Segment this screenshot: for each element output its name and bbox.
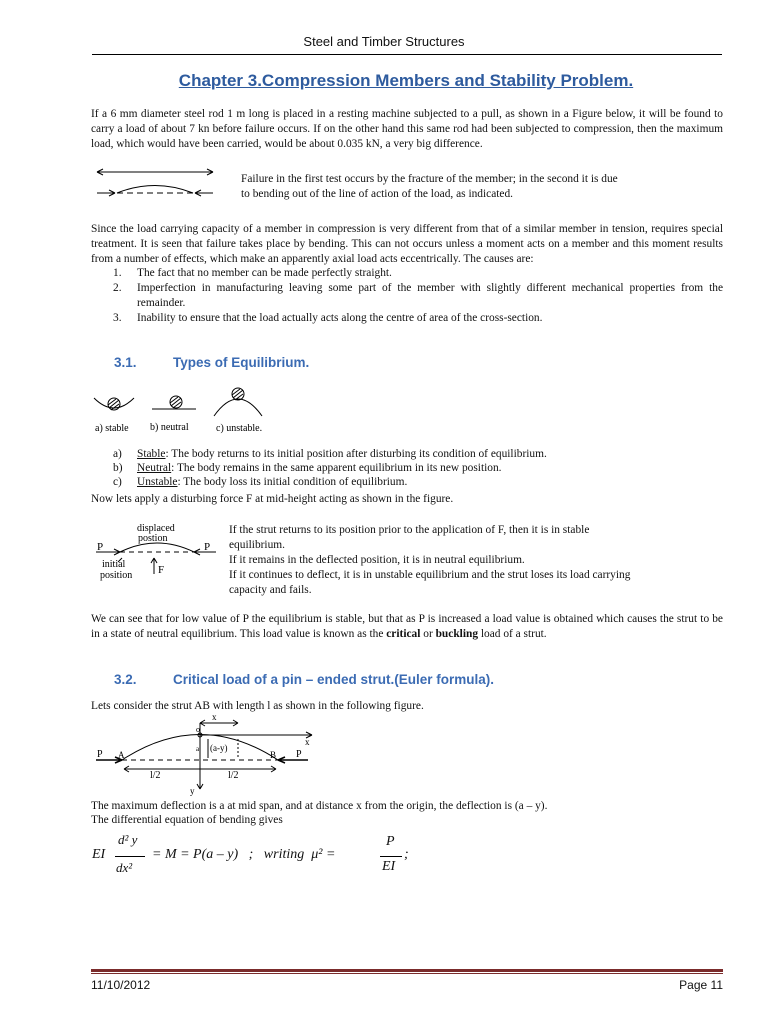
label-p-left: P — [97, 541, 104, 553]
header-rule — [92, 54, 722, 55]
fig-label-neutral: b) neutral — [150, 422, 189, 433]
label-A: A — [118, 750, 125, 760]
rod-failure-figure — [95, 164, 220, 204]
label-p-right: P — [204, 541, 211, 553]
chapter-title: Chapter 3.Compression Members and Stability Problem. — [178, 71, 634, 90]
label-x-axis: x — [305, 737, 310, 747]
footer-page-number: Page 11 — [679, 978, 723, 992]
euler-strut-figure — [92, 711, 322, 797]
deflection-line: The maximum deflection is a at mid span, and at distance x from the origin, the deflection is (a – y). — [91, 800, 548, 812]
strut-notes: If the strut returns to its position prior to the application of F, then it is in stable equilibrium. If it remains in the deflected position, it is in neutral equilibrium. If it continues to deflect, it is in unstable equilibrium and the strut loses its load carrying capacity and fails. — [229, 524, 631, 596]
disturb-paragraph: Now lets apply a disturbing force F at mid-height acting as shown in the figure. — [91, 493, 454, 505]
label-p-left: P — [97, 749, 103, 760]
label-y: y — [190, 786, 195, 796]
label-a: a — [196, 745, 200, 753]
running-header: Steel and Timber Structures — [303, 34, 465, 49]
bending-equation: EI d² y dx² = M = P(a – y) ; writing μ² = P EI ; — [92, 832, 409, 875]
label-position-initial: position — [100, 570, 133, 581]
fig-label-stable: a) stable — [95, 423, 129, 434]
intro-paragraph: If a 6 mm diameter steel rod 1 m long is placed in a resting machine subjected to a pull, as shown in a Figure below, it will be found to carry a load of about 7 kn before failure occurs. If on the other hand this same rod had been subjected to compression, then the maximum load, which would have been carried, would be about 0.035 kN, a very big difference. — [91, 108, 723, 150]
strut-disturbance-figure — [92, 518, 222, 584]
label-B: B — [270, 750, 277, 760]
compression-paragraph: Since the load carrying capacity of a member in compression is very different from that of a similar member in tension, requires special treatment. It is seen that failure takes place by bending. This can not occurs unless a moment acts on a member and this moment results from a number of effects, which make an apparently axial load acts eccentrically. The causes are: — [91, 223, 723, 265]
label-origin: o — [196, 725, 200, 734]
euler-intro: Lets consider the strut AB with length l as shown in the following figure. — [91, 700, 424, 712]
label-displaced: displaced — [137, 523, 175, 534]
label-a-minus-y: (a-y) — [210, 743, 228, 753]
label-l2-left: l/2 — [150, 770, 161, 781]
label-f: F — [158, 564, 165, 576]
critical-paragraph: We can see that for low value of P the equilibrium is stable, but that as P is increased a load value is obtained which causes the strut to be in a state of neutral equilibrium. This load value is known as the critical or buckling load of a strut. — [91, 613, 723, 640]
label-x-top: x — [212, 712, 217, 722]
diff-eq-line: The differential equation of bending gives — [91, 814, 283, 826]
footer-date: 11/10/2012 — [91, 978, 151, 992]
label-l2-right: l/2 — [228, 770, 239, 781]
equilibrium-figure — [92, 384, 282, 436]
label-p-right: P — [296, 749, 302, 760]
footer-rule — [91, 969, 723, 972]
failure-note: Failure in the first test occurs by the fracture of the member; in the second it is due to bending out of the line of action of the load, as indicated. — [241, 173, 618, 200]
label-position-displaced: postion — [138, 533, 168, 544]
fig-label-unstable: c) unstable. — [216, 423, 263, 434]
label-initial: initial — [102, 559, 126, 570]
